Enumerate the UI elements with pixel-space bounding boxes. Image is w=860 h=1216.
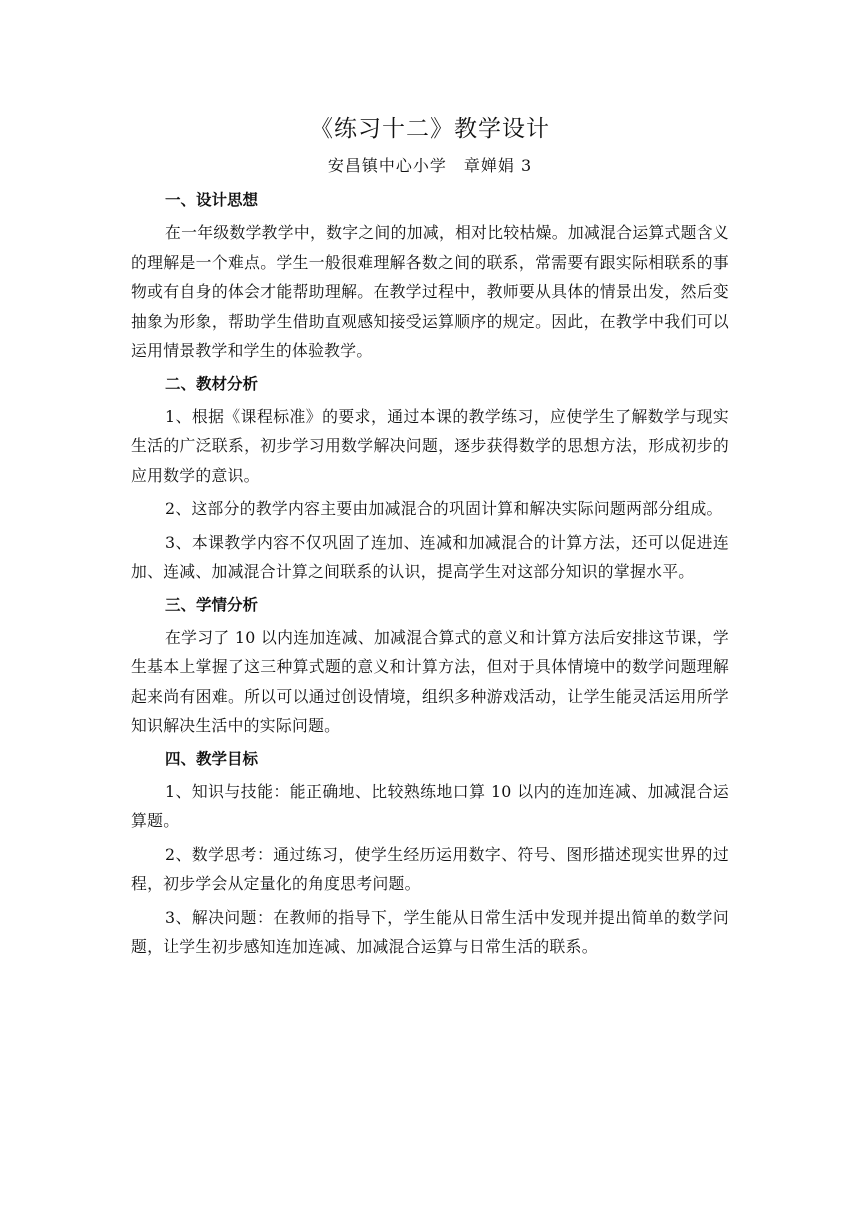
paragraph: 2、数学思考：通过练习，使学生经历运用数字、符号、图形描述现实世界的过程，初步学会从定量化的角度思考问题。 (131, 844, 729, 893)
paragraph: 2、这部分的教学内容主要由加减混合的巩固计算和解决实际问题两部分组成。 (165, 499, 723, 518)
document-subtitle: 安昌镇中心小学 章婵娟 3 (327, 156, 533, 175)
section-heading: 四、教学目标 (165, 749, 259, 768)
paragraph: 1、根据《课程标准》的要求，通过本课的教学练习，应使学生了解数学与现实生活的广泛联系，初步学习用数学解决问题，逐步获得数学的思想方法，形成初步的应用数学的意识。 (131, 406, 729, 485)
section-teaching-goals (131, 745, 729, 962)
section-design-idea (131, 186, 729, 366)
document-body (131, 186, 729, 966)
section-heading: 一、设计思想 (165, 191, 259, 209)
paragraph: 3、本课教学内容不仅巩固了连加、连减和加减混合的计算方法，还可以促进连加、连减、加减混合计算之间联系的认识，提高学生对这部分知识的掌握水平。 (131, 532, 729, 581)
section-heading: 三、学情分析 (165, 595, 259, 614)
paragraph: 1、知识与技能：能正确地、比较熟练地口算 10 以内的连加连减、加减混合运算题。 (131, 781, 729, 830)
section-textbook-analysis (131, 370, 729, 587)
paragraph: 在一年级数学教学中，数字之间的加减，相对比较枯燥。加减混合运算式题含义的理解是一个难点。学生一般很难理解各数之间的联系，常需要有跟实际相联系的事物或有自身的体会才能帮助理解。在教学过程中，教师要从具体的情景出发，然后变抽象为形象，帮助学生借助直观感知接受运算顺序的规定。因此，在教学中我们可以运用情景教学和学生的体验教学。 (131, 223, 729, 360)
document-title: 《练习十二》教学设计 (310, 116, 550, 142)
paragraph: 3、解决问题：在教师的指导下，学生能从日常生活中发现并提出简单的数学问题，让学生初步感知连加连减、加减混合运算与日常生活的联系。 (131, 907, 729, 956)
section-heading: 二、教材分析 (165, 374, 259, 393)
section-student-analysis (131, 591, 729, 741)
paragraph: 在学习了 10 以内连加连减、加减混合算式的意义和计算方法后安排这节课，学生基本上掌握了这三种算式题的意义和计算方法，但对于具体情境中的数学问题理解起来尚有困难。所以可以通过创设情境，组织多种游戏活动，让学生能灵活运用所学知识解决生活中的实际问题。 (131, 627, 729, 735)
